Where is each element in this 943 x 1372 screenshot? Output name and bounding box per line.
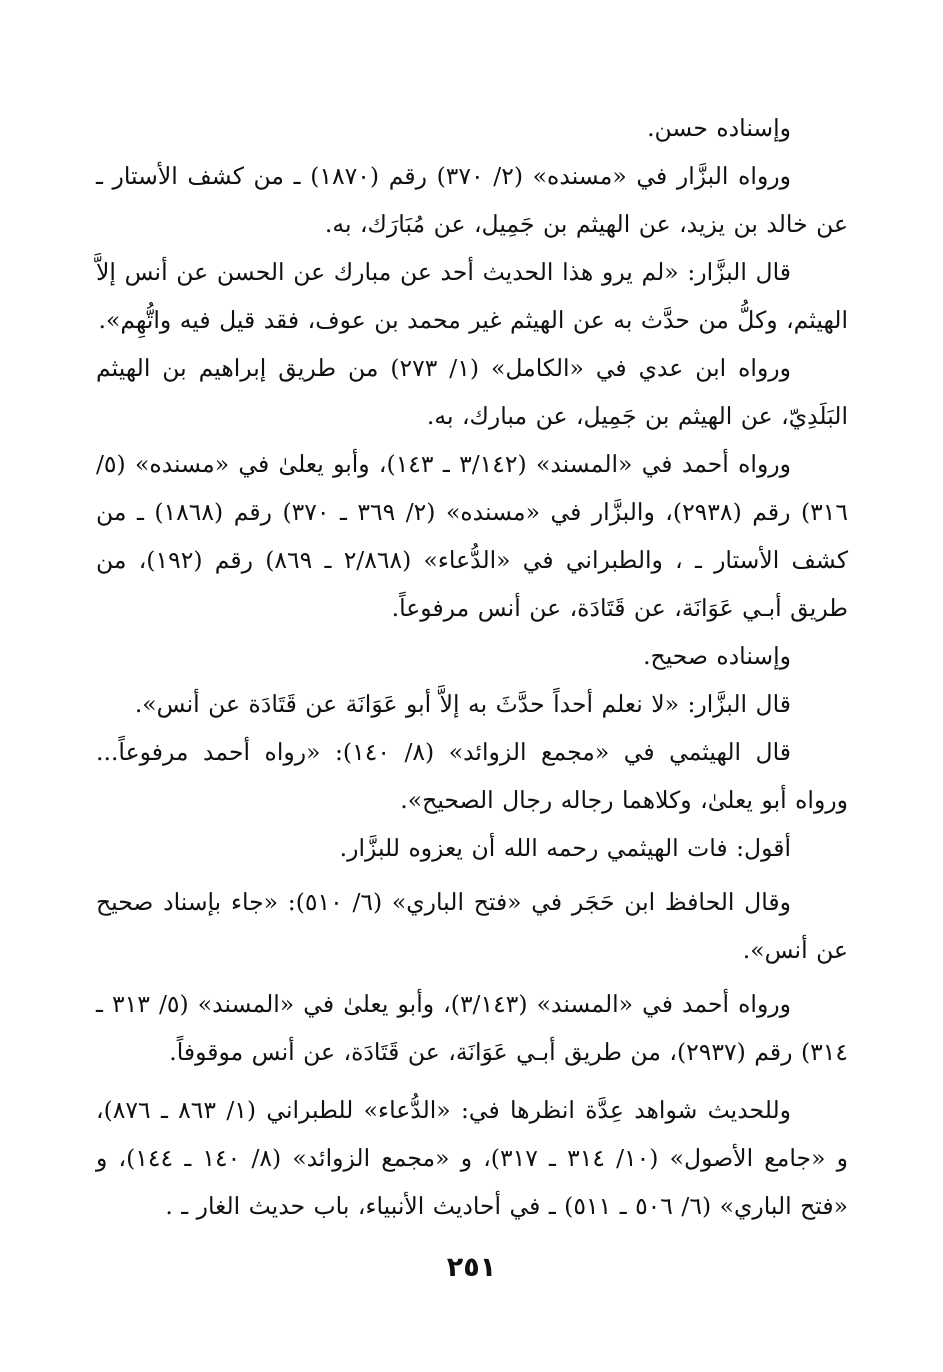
paragraph-isnad-sahih: وإسناده صحيح. [643,642,791,670]
paragraph-shawahid: وللحديث شواهد عِدَّة انظرها في: «الدُّعاء» للطبراني (١/ ٨٦٣ ـ ٨٧٦)، و «جامع الأصول» (١٠/ ٣١٤ ـ ٣١٧)، و «مجمع الزوائد» (٨/ ١٤٠ ـ ١٤٤)، و «فتح الباري» (٦/ ٥٠٦ ـ ٥١١) ـ في أحاديث الأنبياء، باب حديث الغار ـ . [96,1096,848,1220]
paragraph-ibn-adi: ورواه ابن عدي في «الكامل» (١/ ٢٧٣) من طريق إبراهيم بن الهيثم البَلَدِيّ، عن الهيثم بن جَمِيل، عن مبارك، به. [96,354,848,430]
paragraph-aqul: أقول: فات الهيثمي رحمه الله أن يعزوه للبزَّار. [339,834,791,862]
paragraph-haythami-quote: قال الهيثمي في «مجمع الزوائد» (٨/ ١٤٠): «رواه أحمد مرفوعاً... ورواه أبو يعلىٰ، وكلاهما رجاله رجال الصحيح». [96,738,848,814]
page-number: ٢٥١ [446,1252,497,1283]
paragraph-bazzar-quote-2: قال البزَّار: «لا نعلم أحداً حدَّثَ به إلاَّ أبو عَوَانَة عن قَتَادَة عن أنس». [134,690,791,718]
page-body [96,104,848,1230]
paragraph-ibn-hajar: وقال الحافظ ابن حَجَر في «فتح الباري» (٦/ ٥١٠): «جاء بإسناد صحيح عن أنس». [96,888,848,964]
paragraph-bazzar-musnad: ورواه البزَّار في «مسنده» (٢/ ٣٧٠) رقم (١٨٧٠) ـ من كشف الأستار ـ عن خالد بن يزيد، عن الهيثم بن جَمِيل، عن مُبَارَك، به. [96,162,848,238]
paragraph-isnad-hasan: وإسناده حسن. [647,114,791,142]
paragraph-ahmad-mawquf: ورواه أحمد في «المسند» (٣/١٤٣)، وأبو يعلىٰ في «المسند» (٥/ ٣١٣ ـ ٣١٤) رقم (٢٩٣٧)، من طريق أبـي عَوَانَة، عن قَتَادَة، عن أنس موقوفاً. [96,990,848,1066]
paragraph-ahmad-musnad: ورواه أحمد في «المسند» (٣/١٤٢ ـ ١٤٣)، وأبو يعلىٰ في «مسنده» (٥/ ٣١٦) رقم (٢٩٣٨)، والبزَّار في «مسنده» (٢/ ٣٦٩ ـ ٣٧٠) رقم (١٨٦٨) ـ من كشف الأستار ـ ، والطبراني في «الدُّعاء» (٢/٨٦٨ ـ ٨٦٩) رقم (١٩٢)، من طريق أبـي عَوَانَة، عن قَتَادَة، عن أنس مرفوعاً. [96,450,849,622]
paragraph-bazzar-quote: قال البزَّار: «لم يرو هذا الحديث أحد عن مبارك عن الحسن عن أنس إلاَّ الهيثم، وكلُّ من حدَّث به عن الهيثم غير محمد بن عوف، فقد قيل فيه واتُّهِم». [96,258,848,334]
